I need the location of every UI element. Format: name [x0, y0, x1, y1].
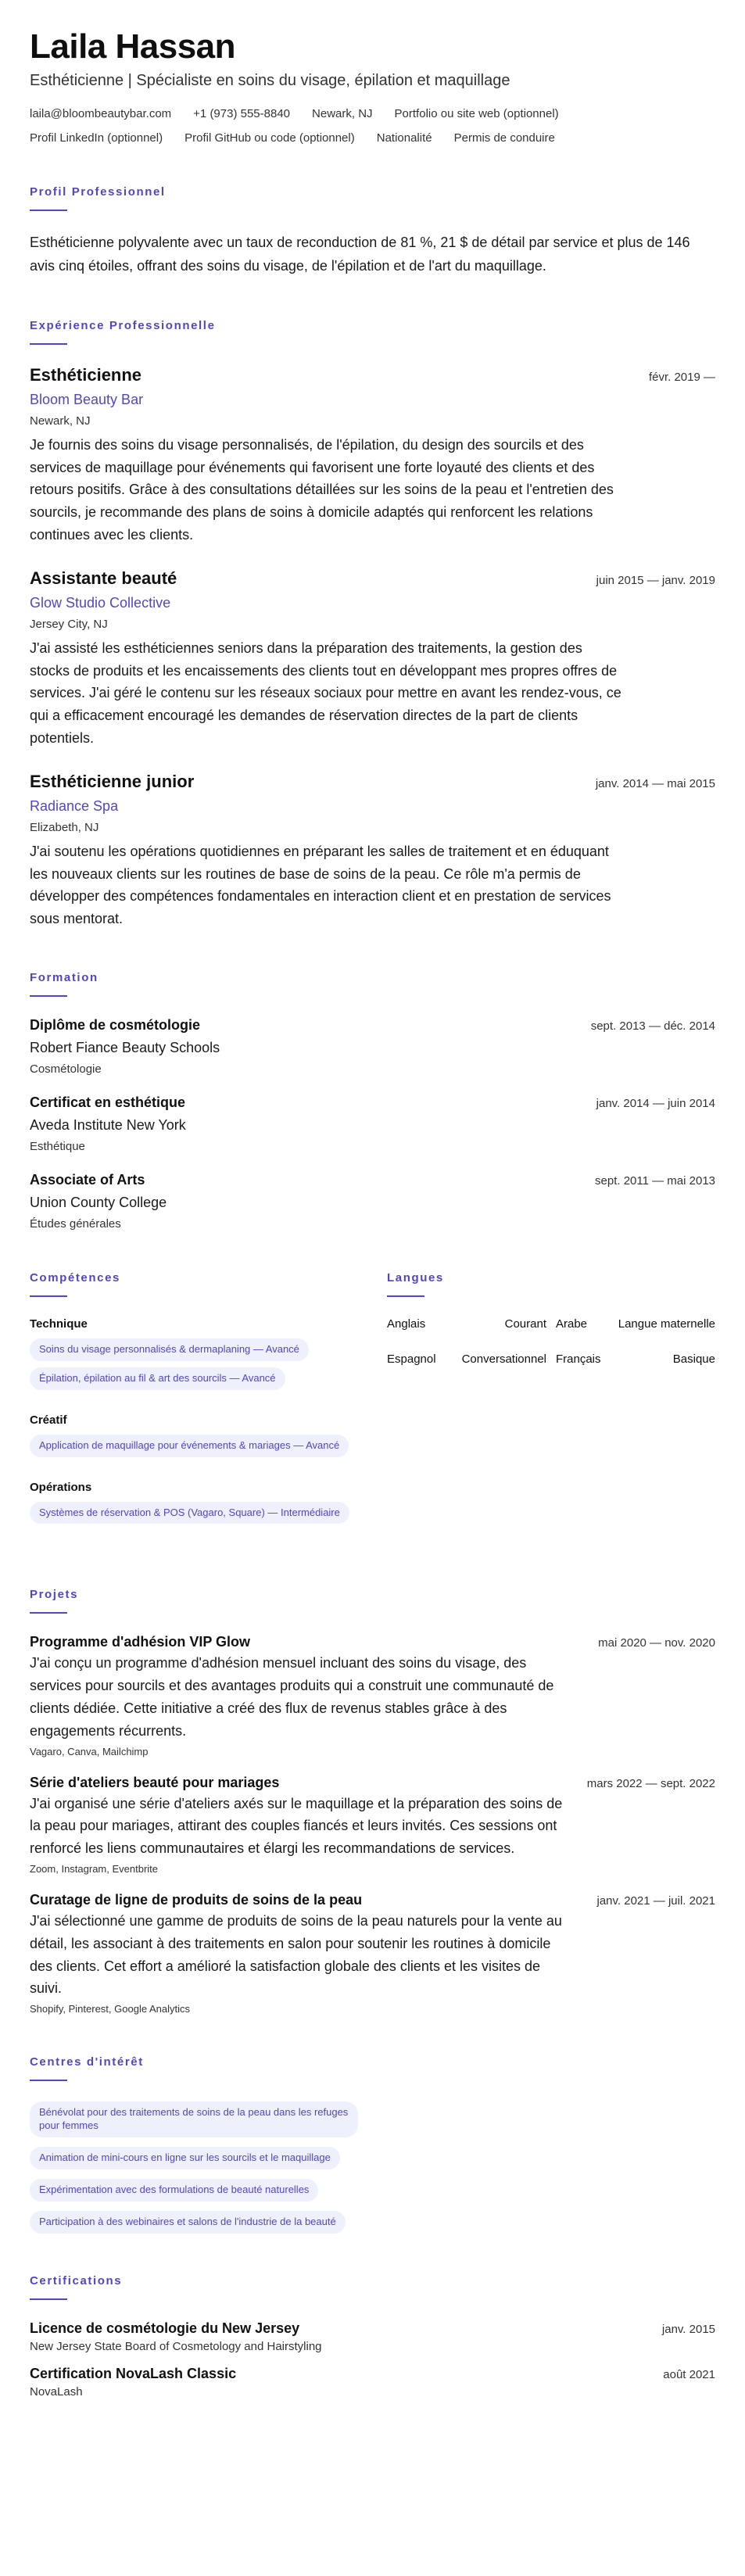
- project-entry: [30, 1892, 715, 2015]
- education-degree: Associate of Arts: [30, 1171, 145, 1188]
- section-rule: [30, 210, 67, 211]
- language-name: Français: [556, 1352, 601, 1366]
- job-location: Jersey City, NJ: [30, 617, 108, 631]
- projects-section: [30, 1588, 715, 2015]
- job-title: Assistante beauté: [30, 568, 177, 588]
- contact-portfolio[interactable]: Portfolio ou site web (optionnel): [394, 107, 559, 121]
- education-date: sept. 2011 — mai 2013: [595, 1173, 715, 1188]
- section-rule: [30, 2298, 67, 2300]
- section-title: Formation: [30, 970, 98, 984]
- skill-group: [30, 1413, 358, 1464]
- job-description: J'ai soutenu les opérations quotidiennes en préparant les salles de traitement et en éduquant les nouveaux clients sur les routines de base de soins de la peau. Ce rôle m'a permis de développer des compétences fondamentales en interaction client et en prestation de services sous mentorat.: [30, 843, 611, 927]
- candidate-name: Laila Hassan: [30, 27, 236, 66]
- education-school: Aveda Institute New York: [30, 1116, 186, 1133]
- section-rule: [30, 1295, 67, 1297]
- job-entry: [30, 568, 715, 750]
- skill-pill: Épilation, épilation au fil & art des sourcils — Avancé: [30, 1367, 285, 1390]
- job-company: Radiance Spa: [30, 797, 119, 814]
- project-title: Série d'ateliers beauté pour mariages: [30, 1774, 280, 1790]
- project-description: J'ai conçu un programme d'adhésion mensuel incluant des soins du visage, des services pour sourcils et des avantages produits qui a construit une communauté de clients dédiée. Cette initiative a créé des flux de revenus stables grâce à des engagements récurrents.: [30, 1655, 554, 1739]
- interests-section: [30, 2055, 715, 2233]
- certification-date: août 2021: [663, 2367, 715, 2381]
- language-item: [387, 1317, 546, 1331]
- skill-group: [30, 1317, 358, 1396]
- language-level: Courant: [504, 1317, 546, 1331]
- skills-section: [30, 1271, 358, 1548]
- project-tools: Zoom, Instagram, Eventbrite: [30, 1863, 159, 1876]
- job-entry: [30, 365, 715, 546]
- education-school: Union County College: [30, 1194, 167, 1210]
- language-grid: [387, 1317, 715, 1366]
- job-date: févr. 2019 —: [648, 370, 715, 384]
- contact-license: Permis de conduire: [453, 131, 555, 145]
- education-date: janv. 2014 — juin 2014: [596, 1096, 715, 1110]
- project-title: Programme d'adhésion VIP Glow: [30, 1634, 251, 1650]
- languages-section: [387, 1271, 715, 1548]
- project-title: Curatage de ligne de produits de soins de la peau: [30, 1892, 363, 1908]
- section-title: Centres d'intérêt: [30, 2055, 144, 2069]
- education-field: Cosmétologie: [30, 1062, 102, 1076]
- skills-languages-row: [30, 1271, 715, 1548]
- certification-title: Certification NovaLash Classic: [30, 2365, 237, 2381]
- contact-phone[interactable]: +1 (973) 555-8840: [193, 107, 291, 121]
- education-entry: [30, 1017, 715, 1076]
- certification-date: janv. 2015: [661, 2322, 715, 2336]
- contact-github[interactable]: Profil GitHub ou code (optionnel): [184, 131, 355, 145]
- section-title: Projets: [30, 1588, 79, 1602]
- education-school: Robert Fiance Beauty Schools: [30, 1039, 220, 1055]
- section-rule: [387, 1295, 424, 1297]
- job-location: Newark, NJ: [30, 414, 91, 428]
- section-title: Langues: [387, 1270, 444, 1284]
- section-rule: [30, 343, 67, 345]
- job-date: janv. 2014 — mai 2015: [595, 776, 715, 790]
- education-entry: [30, 1095, 715, 1153]
- skill-category: Créatif: [30, 1413, 67, 1427]
- language-name: Espagnol: [387, 1352, 436, 1366]
- candidate-headline: Esthéticienne | Spécialiste en soins du visage, épilation et maquillage: [30, 72, 510, 90]
- project-entry: [30, 1634, 715, 1757]
- job-description: Je fournis des soins du visage personnalisés, de l'épilation, du design des sourcils et des services de maquillage pour événements qui favorisent une forte loyauté des clients et des retours positifs. Grâce à des consultations détaillées sur les soins de la peau et l'entretien des sourcils, je recommande des plans de soins à domicile adaptés qui renforcent les relations continues avec les clients.: [30, 436, 614, 543]
- project-date: mai 2020 — nov. 2020: [598, 1636, 715, 1650]
- skill-group: [30, 1481, 358, 1531]
- project-description: J'ai sélectionné une gamme de produits de soins de la peau naturels pour la vente au détail, les associant à des traitements en salon pour soutenir les routines à domicile des clients. Cet effort a amélioré la satisfaction globale des clients et les visites de suivi.: [30, 1913, 562, 1997]
- certifications-section: [30, 2274, 715, 2399]
- job-location: Elizabeth, NJ: [30, 820, 99, 834]
- section-rule: [30, 995, 67, 997]
- contact-list: [30, 107, 715, 145]
- contact-nationality: Nationalité: [376, 131, 432, 145]
- project-tools: Shopify, Pinterest, Google Analytics: [30, 2003, 190, 2015]
- project-tools: Vagaro, Canva, Mailchimp: [30, 1745, 149, 1757]
- certification-entry: [30, 2366, 715, 2399]
- profile-section: [30, 185, 715, 278]
- education-field: Esthétique: [30, 1139, 85, 1153]
- certification-issuer: NovaLash: [30, 2384, 83, 2399]
- job-company: Glow Studio Collective: [30, 594, 171, 611]
- section-title: Compétences: [30, 1270, 120, 1284]
- project-entry: [30, 1775, 715, 1875]
- language-item: [556, 1317, 715, 1331]
- contact-linkedin[interactable]: Profil LinkedIn (optionnel): [30, 131, 163, 145]
- job-title: Esthéticienne junior: [30, 771, 195, 791]
- language-name: Arabe: [556, 1317, 588, 1331]
- education-section: [30, 971, 715, 1231]
- section-title: Profil Professionnel: [30, 185, 166, 199]
- section-title: Expérience Professionnelle: [30, 318, 216, 332]
- language-item: [387, 1352, 546, 1366]
- interest-pill: Participation à des webinaires et salons de l'industrie de la beauté: [30, 2211, 346, 2234]
- contact-email[interactable]: laila@bloombeautybar.com: [30, 107, 172, 121]
- language-name: Anglais: [387, 1317, 426, 1331]
- language-level: Conversationnel: [461, 1352, 546, 1366]
- education-entry: [30, 1172, 715, 1231]
- resume-header: [30, 28, 715, 145]
- project-description: J'ai organisé une série d'ateliers axés sur le maquillage et la préparation des soins de la peau pour mariages, attirant des couples fiancés et leurs invités. Ces sessions ont renforcé les liens communautaires et élargi les recommandations de services.: [30, 1795, 563, 1857]
- project-date: mars 2022 — sept. 2022: [586, 1776, 715, 1790]
- skill-pill: Application de maquillage pour événements & mariages — Avancé: [30, 1435, 349, 1457]
- education-date: sept. 2013 — déc. 2014: [590, 1019, 715, 1033]
- language-item: [556, 1352, 715, 1366]
- section-title: Certifications: [30, 2273, 123, 2288]
- project-date: janv. 2021 — juil. 2021: [596, 1894, 715, 1908]
- interest-pill: Animation de mini-cours en ligne sur les sourcils et le maquillage: [30, 2147, 340, 2169]
- profile-summary: Esthéticienne polyvalente avec un taux de reconduction de 81 %, 21 $ de détail par service et plus de 146 avis cinq étoiles, offrant des soins du visage, de l'épilation et de l'art du maquillage.: [30, 235, 690, 274]
- certification-title: Licence de cosmétologie du New Jersey: [30, 2320, 300, 2336]
- certification-entry: [30, 2320, 715, 2353]
- section-rule: [30, 2080, 67, 2081]
- job-date: juin 2015 — janv. 2019: [596, 573, 715, 587]
- language-level: Basique: [672, 1352, 715, 1366]
- job-company: Bloom Beauty Bar: [30, 391, 144, 407]
- section-rule: [30, 1612, 67, 1614]
- skill-pill: Soins du visage personnalisés & dermaplaning — Avancé: [30, 1338, 309, 1361]
- skill-category: Technique: [30, 1317, 88, 1331]
- skill-pill: Systèmes de réservation & POS (Vagaro, Square) — Intermédiaire: [30, 1502, 349, 1524]
- interest-pill: Expérimentation avec des formulations de beauté naturelles: [30, 2179, 318, 2202]
- experience-section: [30, 319, 715, 930]
- contact-location: Newark, NJ: [312, 107, 373, 121]
- education-degree: Diplôme de cosmétologie: [30, 1016, 201, 1033]
- certification-issuer: New Jersey State Board of Cosmetology and Hairstyling: [30, 2339, 322, 2353]
- skill-category: Opérations: [30, 1480, 92, 1494]
- job-entry: [30, 772, 715, 930]
- interest-pill: Bénévolat pour des traitements de soins de la peau dans les refuges pour femmes: [30, 2101, 358, 2137]
- education-degree: Certificat en esthétique: [30, 1094, 186, 1110]
- education-field: Études générales: [30, 1216, 121, 1231]
- language-level: Langue maternelle: [618, 1317, 715, 1331]
- job-title: Esthéticienne: [30, 364, 142, 385]
- job-description: J'ai assisté les esthéticiennes seniors dans la préparation des traitements, la gestion des stocks de produits et les encaissements des clients tout en développant mes propres offres de services. J'ai géré le contenu sur les réseaux sociaux pour mettre en avant les rendez-vous, ce qui a efficacement encouragé les demandes de réservation directes de la part de clients potentiels.: [30, 640, 621, 746]
